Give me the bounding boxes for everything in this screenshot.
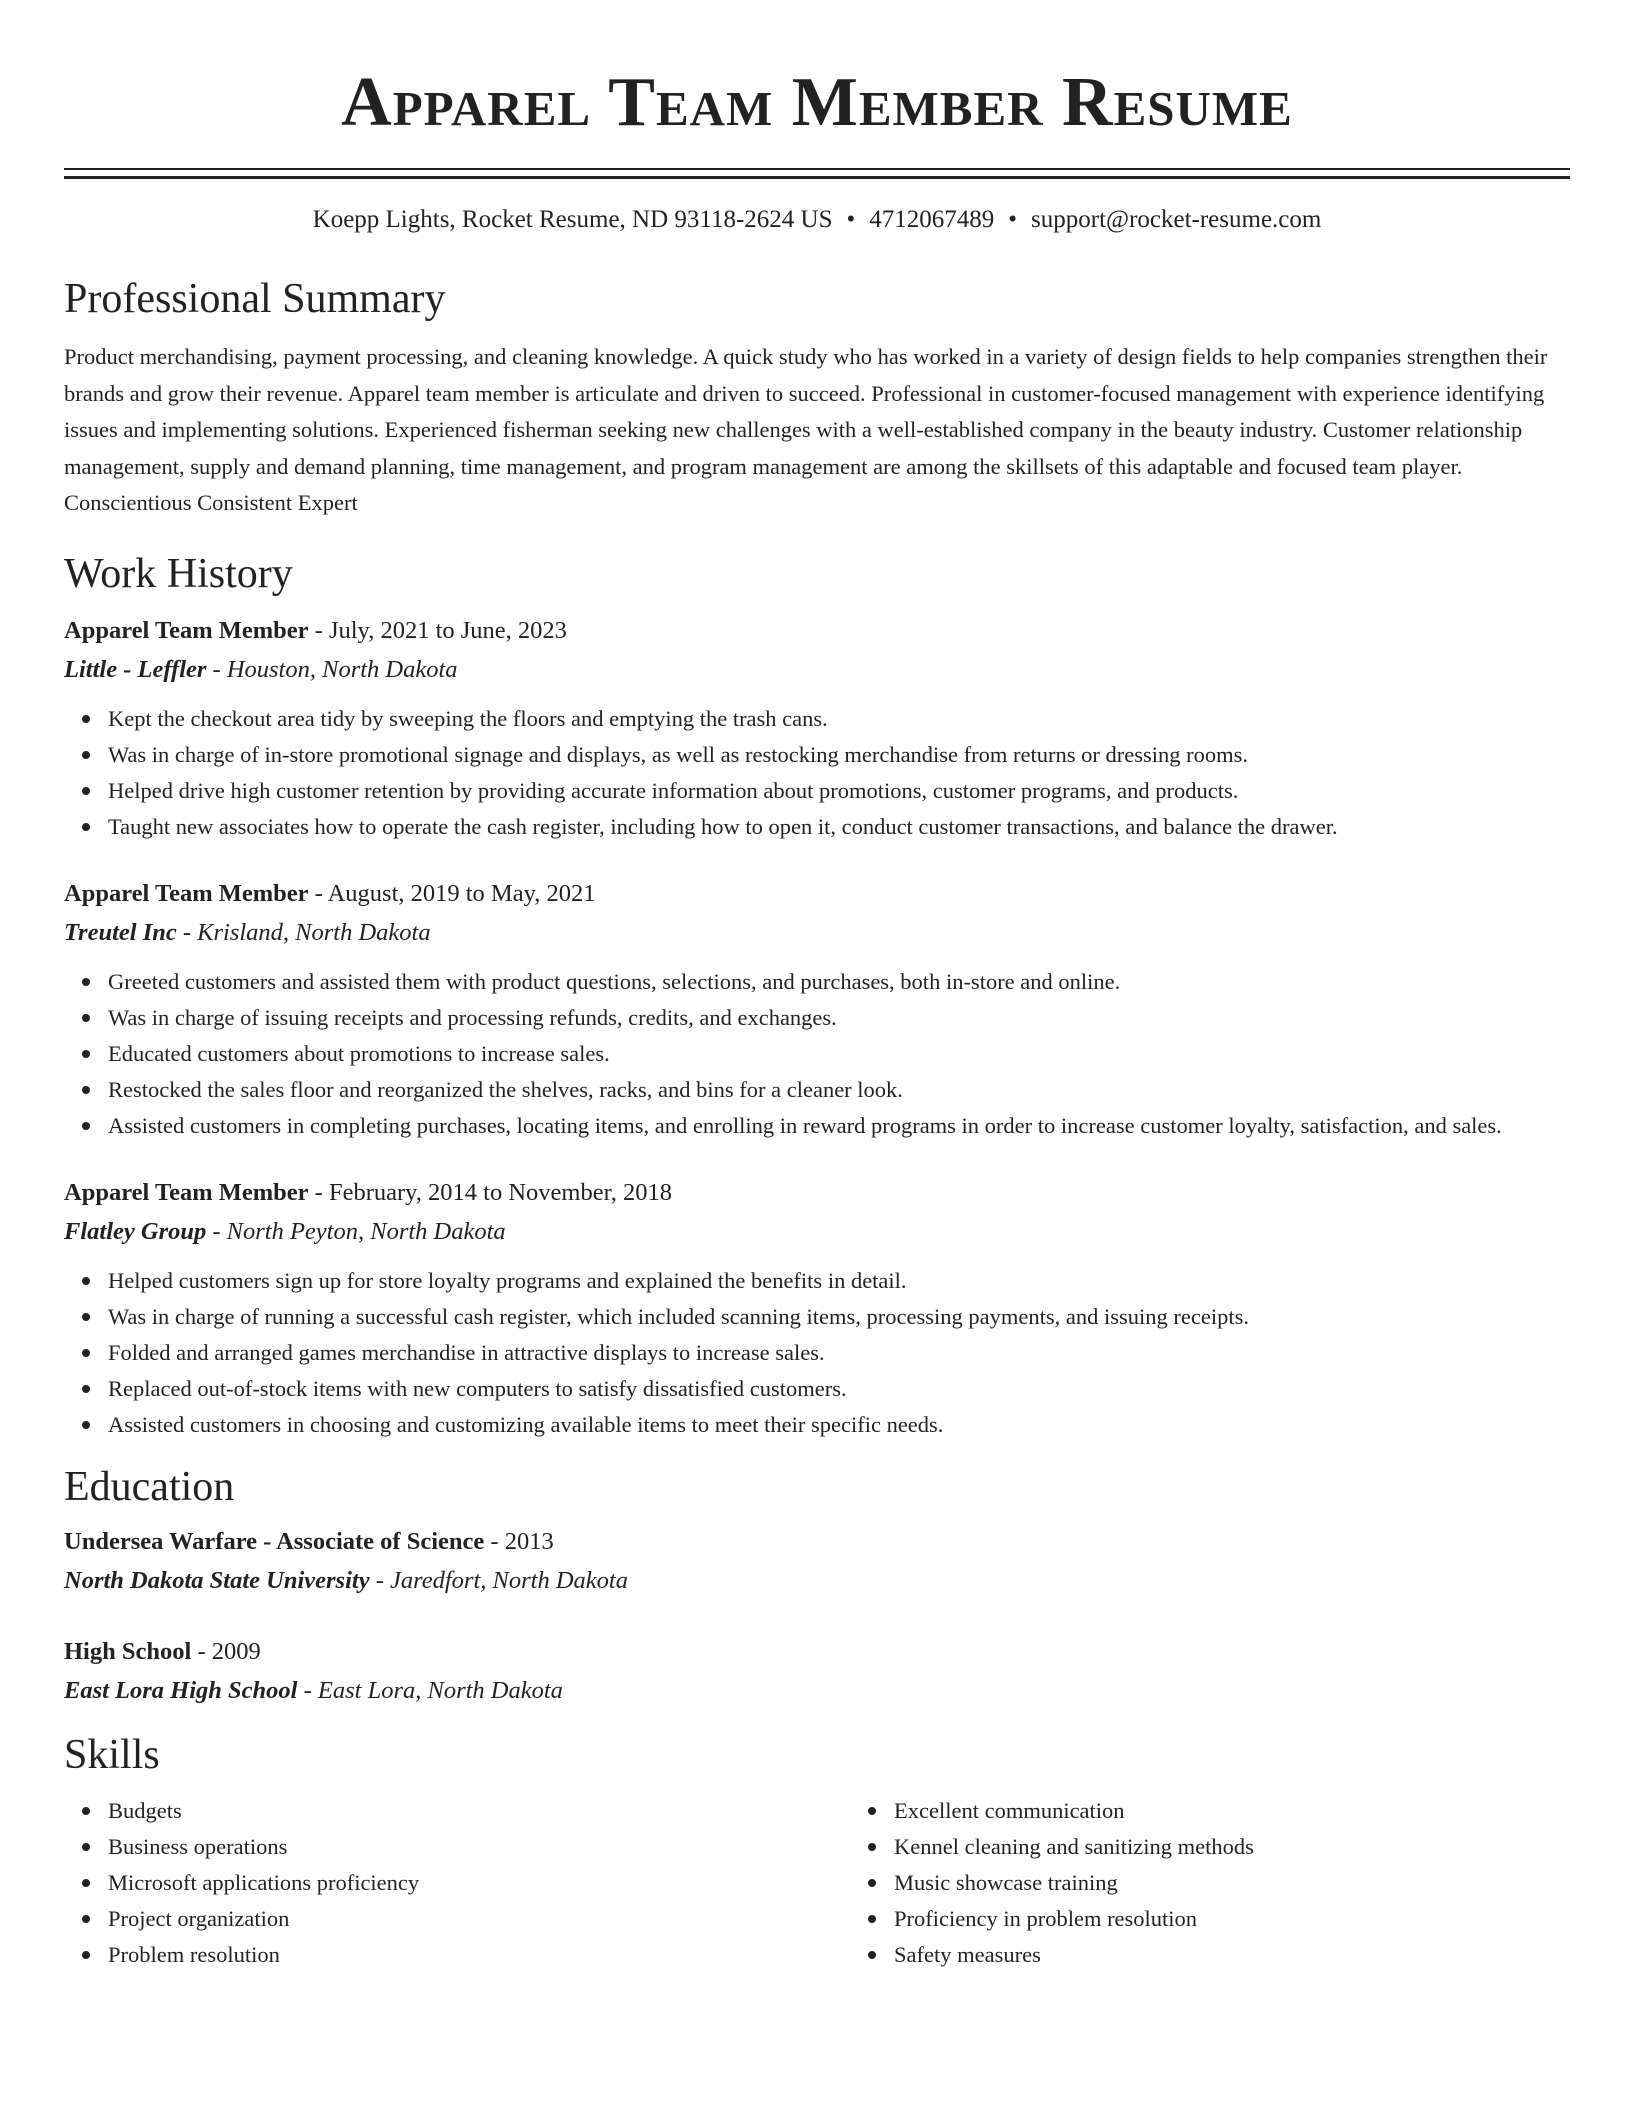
skills-list-left (64, 1793, 850, 1973)
school-name: North Dakota State University (64, 1566, 370, 1594)
job-duties (64, 964, 1570, 1144)
skill-item: Project organization (108, 1901, 850, 1937)
job-duties (64, 1263, 1570, 1443)
education-header (64, 1633, 1570, 1671)
school-location: - Jaredfort, North Dakota (369, 1566, 628, 1594)
job-header (64, 612, 1570, 650)
degree-name: Undersea Warfare - Associate of Science (64, 1527, 485, 1555)
duty-item: Folded and arranged games merchandise in attractive displays to increase sales. (108, 1335, 1570, 1371)
skill-item: Microsoft applications proficiency (108, 1865, 850, 1901)
title-divider-bottom (64, 176, 1570, 179)
resume-title: Apparel Team Member Resume (341, 64, 1293, 141)
graduation-year: - 2013 (484, 1527, 554, 1555)
contact-separator: • (1008, 206, 1018, 233)
job-dates: - February, 2014 to November, 2018 (308, 1178, 673, 1206)
duty-item: Assisted customers in completing purchases, locating items, and enrolling in reward programs in order to increase customer loyalty, satisfaction, and sales. (108, 1108, 1570, 1144)
education-school (64, 1671, 1570, 1711)
work-history-heading: Work History (64, 550, 293, 597)
duty-item: Helped drive high customer retention by providing accurate information about promotions, customer programs, and products. (108, 773, 1570, 809)
skill-item: Kennel cleaning and sanitizing methods (894, 1829, 1632, 1865)
title-divider-top (64, 168, 1570, 170)
job-entry (64, 1174, 1570, 1443)
job-entry (64, 612, 1570, 845)
contact-line (64, 203, 1570, 237)
job-employer (64, 913, 1570, 953)
company-name: Flatley Group (64, 1217, 207, 1245)
job-employer (64, 1212, 1570, 1252)
duty-item: Assisted customers in choosing and customizing available items to meet their specific needs. (108, 1407, 1570, 1443)
graduation-year: - 2009 (191, 1637, 261, 1665)
company-location: - North Peyton, North Dakota (206, 1217, 506, 1245)
duty-item: Was in charge of running a successful cash register, which included scanning items, processing payments, and issuing receipts. (108, 1299, 1570, 1335)
education-header (64, 1523, 1570, 1561)
skill-item: Safety measures (894, 1937, 1632, 1973)
duty-item: Educated customers about promotions to increase sales. (108, 1036, 1570, 1072)
degree-name: High School (64, 1637, 192, 1665)
duty-item: Taught new associates how to operate the cash register, including how to open it, conduct customer transactions, and balance the drawer. (108, 809, 1570, 845)
company-name: Treutel Inc (64, 918, 177, 946)
duty-item: Replaced out-of-stock items with new computers to satisfy dissatisfied customers. (108, 1371, 1570, 1407)
job-entry (64, 875, 1570, 1144)
job-header (64, 875, 1570, 913)
school-name: East Lora High School (64, 1676, 298, 1704)
skills-list-right (850, 1793, 1632, 1973)
education-entry (64, 1523, 1570, 1601)
job-dates: - August, 2019 to May, 2021 (308, 879, 596, 907)
summary-heading: Professional Summary (64, 276, 446, 322)
job-employer (64, 650, 1570, 690)
school-location: - East Lora, North Dakota (297, 1676, 563, 1704)
job-dates: - July, 2021 to June, 2023 (308, 616, 567, 644)
job-title: Apparel Team Member (64, 879, 309, 907)
skill-item: Budgets (108, 1793, 850, 1829)
duty-item: Greeted customers and assisted them with product questions, selections, and purchases, both in-store and online. (108, 964, 1570, 1000)
job-title: Apparel Team Member (64, 1178, 309, 1206)
company-location: - Houston, North Dakota (206, 655, 458, 683)
duty-item: Kept the checkout area tidy by sweeping the floors and emptying the trash cans. (108, 701, 1570, 737)
skill-item: Proficiency in problem resolution (894, 1901, 1632, 1937)
company-name: Little - Leffler (64, 655, 207, 683)
duty-item: Was in charge of issuing receipts and processing refunds, credits, and exchanges. (108, 1000, 1570, 1036)
contact-address: Koepp Lights, Rocket Resume, ND 93118-2624 US (312, 206, 833, 233)
contact-separator: • (846, 206, 856, 233)
summary-text: Product merchandising, payment processing, and cleaning knowledge. A quick study who has worked in a variety of design fields to help companies strengthen their brands and grow their revenue. Apparel team member is articulate and driven to succeed. Professional in customer-focused management with experience identifying issues and implementing solutions. Experienced fisherman seeking new challenges with a well-established company in the beauty industry. Customer relationship management, supply and demand planning, time management, and program management are among the skillsets of this adaptable and focused team player. Conscientious Consistent Expert (64, 344, 1548, 515)
resume-page (64, 0, 1570, 1973)
skill-item: Excellent communication (894, 1793, 1632, 1829)
skills-columns (64, 1793, 1570, 1973)
skill-item: Problem resolution (108, 1937, 850, 1973)
duty-item: Restocked the sales floor and reorganized the shelves, racks, and bins for a cleaner look. (108, 1072, 1570, 1108)
contact-email: support@rocket-resume.com (1031, 206, 1322, 233)
contact-phone: 4712067489 (869, 206, 995, 233)
education-school (64, 1561, 1570, 1601)
skills-heading: Skills (64, 1731, 160, 1778)
company-location: - Krisland, North Dakota (176, 918, 431, 946)
education-heading: Education (64, 1463, 235, 1510)
education-entry (64, 1633, 1570, 1711)
job-header (64, 1174, 1570, 1212)
skill-item: Music showcase training (894, 1865, 1632, 1901)
duty-item: Helped customers sign up for store loyalty programs and explained the benefits in detail. (108, 1263, 1570, 1299)
duty-item: Was in charge of in-store promotional signage and displays, as well as restocking merchandise from returns or dressing rooms. (108, 737, 1570, 773)
job-duties (64, 701, 1570, 845)
skill-item: Business operations (108, 1829, 850, 1865)
job-title: Apparel Team Member (64, 616, 309, 644)
